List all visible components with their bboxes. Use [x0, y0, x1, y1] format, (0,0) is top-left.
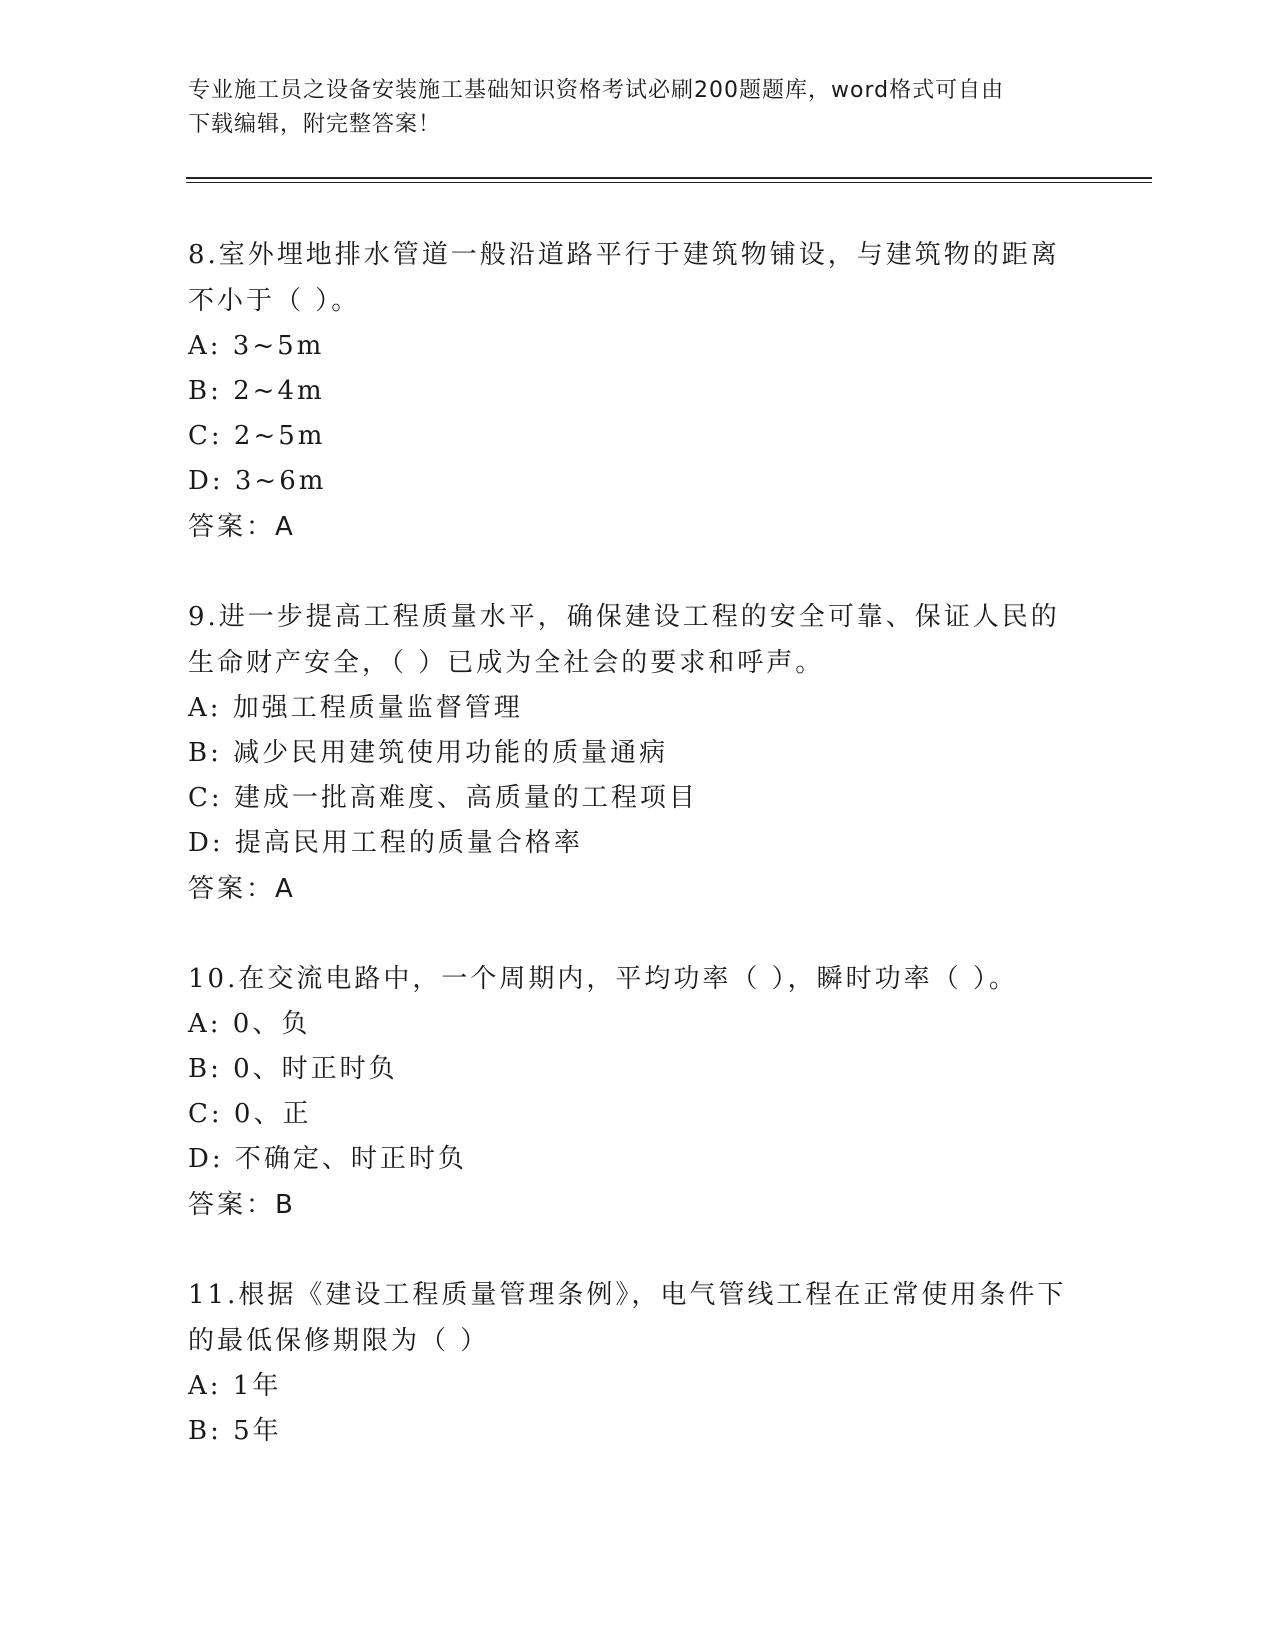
question-9 [188, 594, 1088, 912]
option-b: B: 2~4m [188, 376, 325, 406]
option-c: C: 2~5m [188, 421, 326, 451]
option-d: D: 不确定、时正时负 [188, 1144, 467, 1174]
option-a: A: 3~5m [188, 331, 325, 361]
option-a: A: 1年 [188, 1371, 282, 1401]
option-b: B: 减少民用建筑使用功能的质量通病 [188, 738, 669, 768]
question-11 [188, 1272, 1088, 1454]
option-d: D: 3~6m [188, 466, 327, 496]
answer: 答案：A [188, 874, 296, 904]
header-line-1: 专业施工员之设备安装施工基础知识资格考试必刷200题题库，word格式可自由 [188, 78, 1005, 103]
option-b: B: 5年 [188, 1416, 282, 1446]
question-8 [188, 232, 1088, 550]
question-10 [188, 956, 1088, 1228]
option-c: C: 0、正 [188, 1099, 312, 1129]
question-text-line: 10.在交流电路中，一个周期内，平均功率（ ），瞬时功率（ ）。 [188, 964, 1018, 994]
header-divider-thick [186, 177, 1152, 179]
option-c: C: 建成一批高难度、高质量的工程项目 [188, 783, 698, 813]
question-list [188, 232, 1088, 1498]
option-b: B: 0、时正时负 [188, 1054, 398, 1084]
document-header [188, 74, 1088, 142]
question-text-line: 9.进一步提高工程质量水平，确保建设工程的安全可靠、保证人民的 [188, 602, 1060, 632]
answer: 答案：A [188, 512, 296, 542]
question-text-line: 不小于（ ）。 [188, 286, 361, 316]
option-a: A: 加强工程质量监督管理 [188, 693, 523, 723]
header-divider-thin [186, 182, 1152, 183]
question-text-line: 11.根据《建设工程质量管理条例》，电气管线工程在正常使用条件下 [188, 1280, 1067, 1310]
option-a: A: 0、负 [188, 1009, 311, 1039]
question-text-line: 8.室外埋地排水管道一般沿道路平行于建筑物铺设，与建筑物的距离 [188, 240, 1060, 270]
option-d: D: 提高民用工程的质量合格率 [188, 828, 583, 858]
question-text-line: 生命财产安全，（ ）已成为全社会的要求和呼声。 [188, 648, 825, 678]
answer: 答案：B [188, 1190, 296, 1220]
question-text-line: 的最低保修期限为（ ） [188, 1326, 490, 1356]
header-line-2: 下载编辑，附完整答案！ [188, 112, 442, 137]
